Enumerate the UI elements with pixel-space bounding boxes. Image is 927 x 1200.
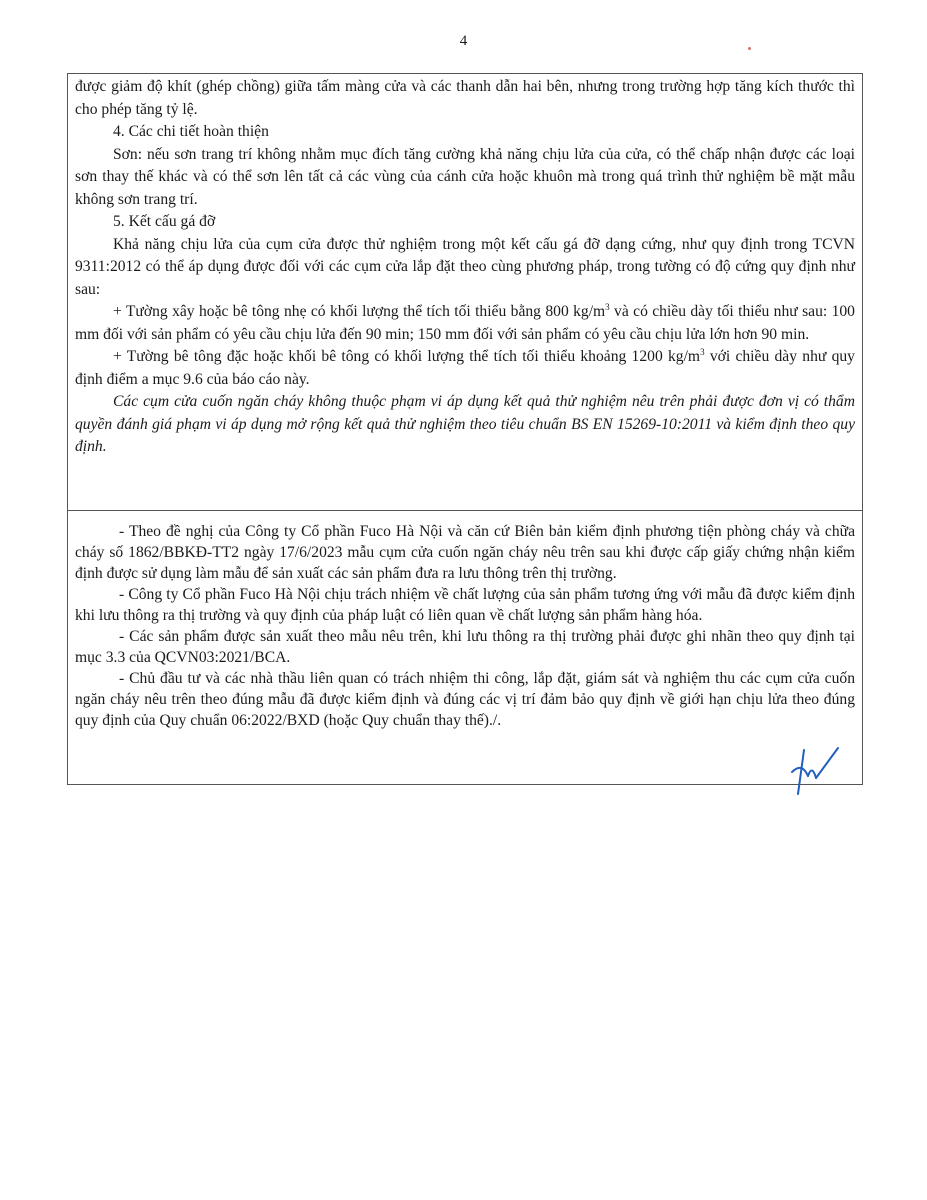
- text-fragment: với chiều dày như quy định điểm a mục 9.6 của báo cáo này.: [75, 348, 855, 388]
- paragraph-continuation: được giảm độ khít (ghép chồng) giữa tấm màng cửa và các thanh dẫn hai bên, nhưng trong trường hợp tăng kích thước thì cho phép tăng tỷ lệ.: [75, 78, 855, 118]
- technical-conditions-section: [68, 74, 862, 511]
- paragraph-fire-resistance: Khả năng chịu lửa của cụm cửa được thử nghiệm trong một kết cấu gá đỡ dạng cứng, như quy định trong TCVN 9311:2012 có thể áp dụng được đối với các cụm cửa lắp đặt theo cùng phương pháp, trong tường có độ cứng quy định như sau:: [75, 235, 855, 298]
- document-frame: [67, 73, 863, 785]
- text-fragment: + Tường xây hoặc bê tông nhẹ có khối lượng thể tích tối thiểu bằng 800 kg/m: [113, 303, 606, 320]
- heading-supporting-structure: 5. Kết cấu gá đỡ: [113, 213, 216, 230]
- scan-speck: [748, 47, 751, 50]
- paragraph-scope-note: Các cụm cửa cuốn ngăn cháy không thuộc phạm vi áp dụng kết quả thử nghiệm nêu trên phải được đơn vị có thẩm quyền đánh giá phạm vi áp dụng mở rộng kết quả thử nghiệm theo tiêu chuẩn BS EN 15269-10:2011 và kiểm định theo quy định.: [75, 393, 855, 455]
- heading-finishing-details: 4. Các chi tiết hoàn thiện: [113, 123, 269, 140]
- signature-initials-icon: [782, 742, 840, 796]
- paragraph-installation: - Chủ đầu tư và các nhà thầu liên quan có trách nhiệm thi công, lắp đặt, giám sát và nghiệm thu các cụm cửa cuốn ngăn cháy nêu trên theo đúng mẫu đã được kiểm định và đúng các vị trí đảm bảo quy định về giới hạn chịu lửa theo đúng quy định của Quy chuẩn 06:2022/BXD (hoặc Quy chuẩn thay thế)./.: [75, 670, 855, 729]
- paragraph-responsibility: - Công ty Cổ phần Fuco Hà Nội chịu trách nhiệm về chất lượng của sản phẩm tương ứng với mẫu đã được kiểm định khi lưu thông ra thị trường và quy định của pháp luật có liên quan về chất lượng sản phẩm hàng hóa.: [75, 586, 855, 624]
- paragraph-light-wall: [75, 301, 855, 346]
- page-number: 4: [459, 33, 468, 49]
- paragraph-paint: Sơn: nếu sơn trang trí không nhằm mục đích tăng cường khả năng chịu lửa của cửa, có thể chấp nhận được các loại sơn thay thế khác và có thể sơn lên tất cả các vùng của cánh cửa hoặc khuôn mà trong quá trình thử nghiệm bề mặt mẫu không sơn trang trí.: [75, 145, 855, 208]
- text-fragment: và có chiều dày tối thiểu như sau: 100 mm đối với sản phẩm có yêu cầu chịu lửa đến 90 min; 150 mm đối với sản phẩm có yêu cầu chịu lửa lớn hơn 90 min.: [75, 303, 855, 343]
- paragraph-dense-wall: [75, 346, 855, 391]
- superscript: 3: [605, 301, 610, 312]
- superscript: 3: [700, 346, 705, 357]
- paragraph-labeling: - Các sản phẩm được sản xuất theo mẫu nêu trên, khi lưu thông ra thị trường phải được ghi nhãn theo quy định tại mục 3.3 của QCVN03:2021/BCA.: [75, 628, 855, 666]
- conclusions-section: [68, 511, 862, 784]
- paragraph-proposal: - Theo đề nghị của Công ty Cổ phần Fuco Hà Nội và căn cứ Biên bản kiểm định phương tiện phòng cháy và chữa cháy số 1862/BBKĐ-TT2 ngày 17/6/2023 mẫu cụm cửa cuốn ngăn cháy nêu trên sau khi được cấp giấy chứng nhận kiểm định được sử dụng làm mẫu để sản xuất các sản phẩm đưa ra lưu thông trên thị trường.: [75, 523, 855, 582]
- text-fragment: + Tường bê tông đặc hoặc khối bê tông có khối lượng thể tích tối thiểu khoảng 1200 kg/m: [113, 348, 701, 365]
